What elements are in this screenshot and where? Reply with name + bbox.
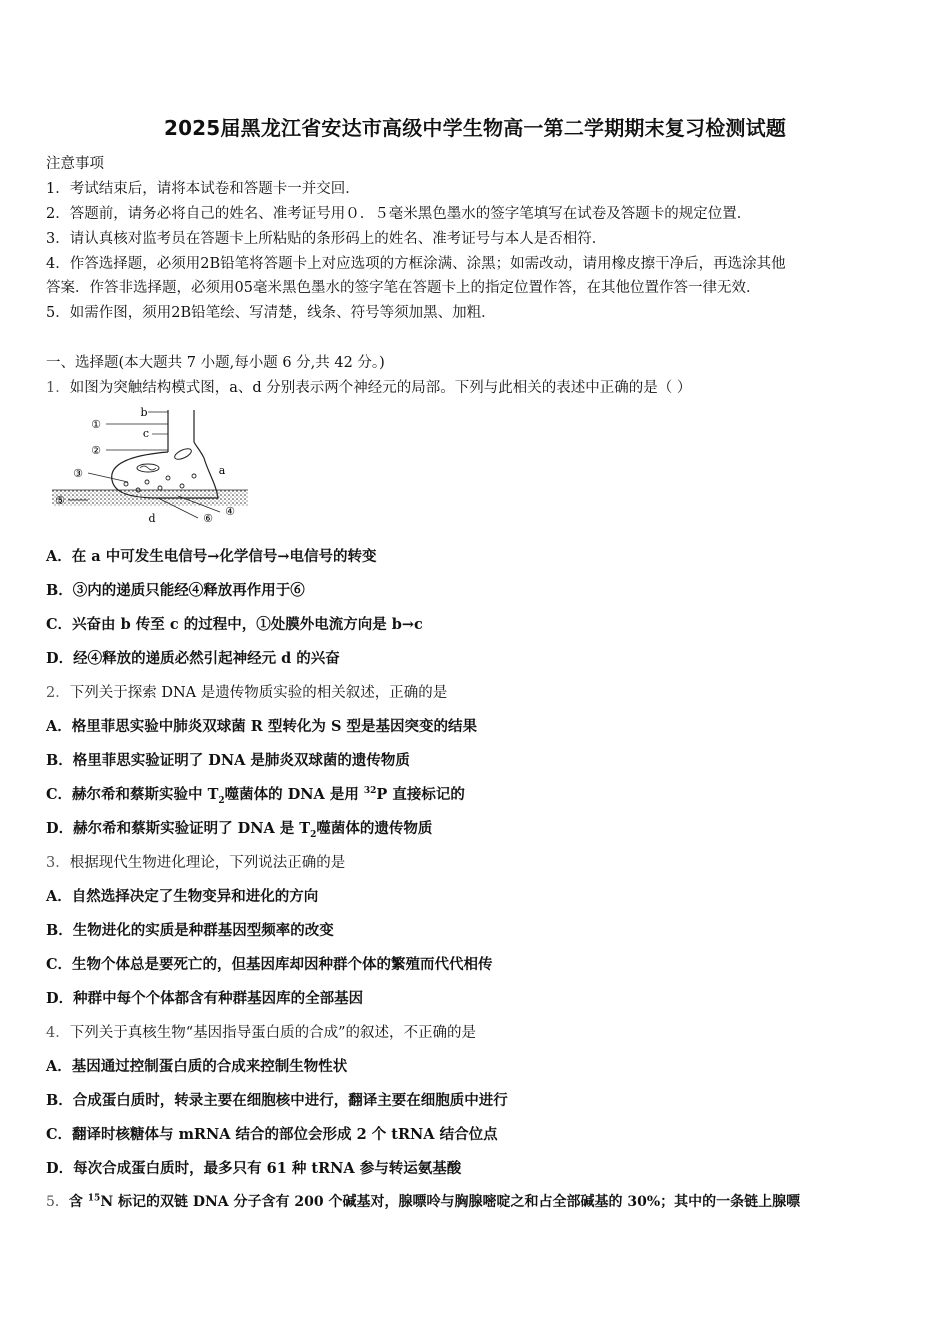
subscript: 2 <box>310 829 317 840</box>
synaptic-vesicle <box>180 484 184 488</box>
option-c: C．兴奋由 b 传至 c 的过程中，①处膜外电流方向是 b→c <box>46 616 423 633</box>
notice-item: 3．请认真核对监考员在答题卡上所粘贴的条形码上的姓名、准考证号与本人是否相符． <box>46 231 607 247</box>
option-a: A．基因通过控制蛋白质的合成来控制生物性状 <box>46 1058 348 1075</box>
question-text: 含 <box>68 1194 88 1210</box>
synaptic-vesicle <box>124 482 128 486</box>
question-text: 根据现代生物进化理论，下列说法正确的是 <box>69 855 346 871</box>
option-b: B．合成蛋白质时，转录主要在细胞核中进行，翻译主要在细胞质中进行 <box>46 1092 508 1109</box>
option-d: D．种群中每个个体都含有种群基因库的全部基因 <box>46 990 364 1007</box>
question-number: 2． <box>46 685 70 701</box>
option-d <box>46 817 432 840</box>
question-number: 1． <box>46 380 70 396</box>
label-1: ① <box>91 418 101 431</box>
option-c <box>46 783 465 806</box>
subscript: 2 <box>218 795 225 806</box>
section-heading: 一、选择题(本大题共 7 小题,每小题 6 分,共 42 分。) <box>46 355 385 371</box>
notice-item: 4．作答选择题，必须用2B铅笔将答题卡上对应选项的方框涂满、涂黑；如需改动，请用橡皮擦干净后，再选涂其他 <box>46 256 786 272</box>
question-4-stem <box>46 1021 476 1042</box>
option-c: C．翻译时核糖体与 mRNA 结合的部位会形成 2 个 tRNA 结合位点 <box>46 1126 498 1143</box>
option-a: A．自然选择决定了生物变异和进化的方向 <box>46 888 319 905</box>
synaptic-vesicle <box>166 476 170 480</box>
superscript: 15 <box>87 1193 101 1204</box>
mitochondrion-crista <box>140 466 156 470</box>
question-5-stem <box>46 1191 800 1211</box>
label-a: a <box>218 464 226 477</box>
label-5: ⑤ <box>55 494 65 507</box>
page-title: 2025届黑龙江省安达市高级中学生物高一第二学期期末复习检测试题 <box>163 116 787 140</box>
synapse-diagram <box>48 402 258 528</box>
synaptic-vesicle <box>145 480 149 484</box>
label-2: ② <box>91 444 101 457</box>
option-b: B．③内的递质只能经④释放再作用于⑥ <box>46 582 305 599</box>
label-3: ③ <box>73 467 83 480</box>
question-number: 4． <box>46 1025 70 1041</box>
leader-line <box>88 473 128 482</box>
notice-item: 2．答题前，请务必将自己的姓名、准考证号用０．５毫米黑色墨水的签字笔填写在试卷及答题卡的规定位置． <box>46 206 752 222</box>
label-d: d <box>148 512 156 525</box>
label-b: b <box>140 406 148 419</box>
postsynaptic-membrane <box>52 490 248 506</box>
question-2-stem <box>46 681 447 702</box>
mitochondrion-shape <box>173 447 193 462</box>
label-6: ⑥ <box>203 512 213 525</box>
question-number: 3． <box>46 855 70 871</box>
option-b: B．格里菲思实验证明了 DNA 是肺炎双球菌的遗传物质 <box>46 752 410 769</box>
option-a: A．在 a 中可发生电信号→化学信号→电信号的转变 <box>46 548 377 565</box>
notice-item: 5．如需作图，须用2B铅笔绘、写清楚，线条、符号等须加黑、加粗． <box>46 305 496 321</box>
option-b: B．生物进化的实质是种群基因型频率的改变 <box>46 922 334 939</box>
question-text: 下列关于探索 DNA 是遗传物质实验的相关叙述，正确的是 <box>69 685 448 701</box>
notice-heading: 注意事项 <box>46 156 104 172</box>
option-text: C．赫尔希和蔡斯实验中 T <box>46 786 219 803</box>
option-d: D．经④释放的递质必然引起神经元 d 的兴奋 <box>46 650 340 667</box>
superscript: 32 <box>363 786 377 797</box>
question-3-stem <box>46 851 345 872</box>
option-text: 噬菌体的 DNA 是用 <box>224 786 364 803</box>
question-text: 下列关于真核生物“基因指导蛋白质的合成”的叙述，不正确的是 <box>69 1025 477 1041</box>
question-text: N 标记的双链 DNA 分子含有 200 个碱基对，腺嘌呤与胸腺嘧啶之和占全部碱基的 30%；其中的一条链上腺嘌 <box>100 1194 801 1210</box>
question-1-stem <box>46 376 691 397</box>
synaptic-vesicle <box>158 486 162 490</box>
label-c: c <box>142 427 150 440</box>
synaptic-vesicle <box>192 474 196 478</box>
question-text: 如图为突触结构模式图，a、d 分别表示两个神经元的局部。下列与此相关的表述中正确的是（ ） <box>69 380 692 396</box>
notice-item: 答案．作答非选择题，必须用05毫米黑色墨水的签字笔在答题卡上的指定位置作答，在其他位置作答一律无效． <box>46 280 761 296</box>
notice-item: 1．考试结束后，请将本试卷和答题卡一并交回． <box>46 181 360 197</box>
option-d: D．每次合成蛋白质时，最多只有 61 种 tRNA 参与转运氨基酸 <box>46 1160 462 1177</box>
question-number: 5． <box>46 1194 69 1210</box>
option-c: C．生物个体总是要死亡的，但基因库却因种群个体的繁殖而代代相传 <box>46 956 493 973</box>
option-text: D．赫尔希和蔡斯实验证明了 DNA 是 T <box>46 820 311 837</box>
option-text: 噬菌体的遗传物质 <box>316 820 433 837</box>
option-a: A．格里菲思实验中肺炎双球菌 R 型转化为 S 型是基因突变的结果 <box>46 718 477 735</box>
option-text: P 直接标记的 <box>376 786 465 803</box>
label-4: ④ <box>225 505 235 518</box>
